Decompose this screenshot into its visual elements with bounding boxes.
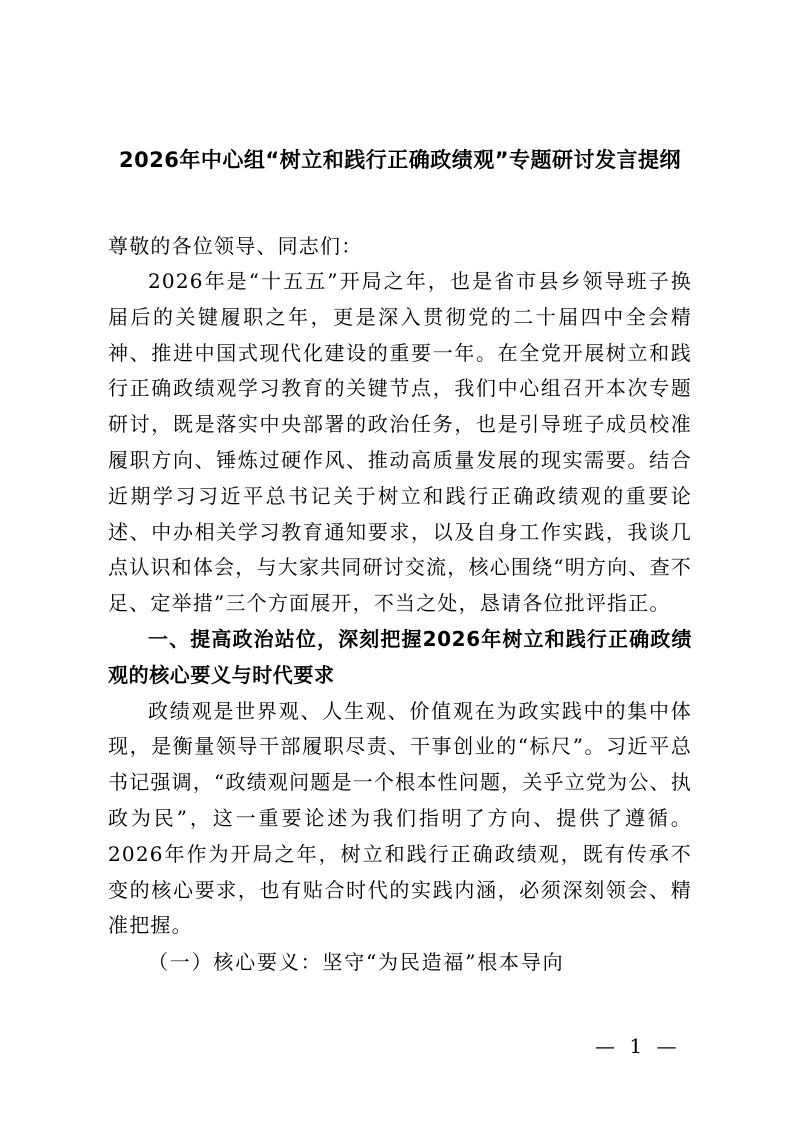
document-title: 2026年中心组“树立和践行正确政绩观”专题研讨发言提纲 — [118, 148, 682, 172]
section-1-heading: 一、提高政治站位，深刻把握2026年树立和践行正确政绩观的核心要义与时代要求 — [108, 626, 692, 687]
salutation: 尊敬的各位领导、同志们： — [108, 234, 363, 258]
section-1-paragraph: 政绩观是世界观、人生观、价值观在为政实践中的集中体现，是衡量领导干部履职尽责、干事创业的“标尺”。习近平总书记强调，“政绩观问题是一个根本性问题，关乎立党为公、执政为民”，这一重要论述为我们指明了方向、提供了遵循。2026年作为开局之年，树立和践行正确政绩观，既有传承不变的核心要求，也有贴合时代的实践内涵，必须深刻领会、精准把握。 — [108, 698, 692, 938]
subsection-1-heading: （一）核心要义：坚守“为民造福”根本导向 — [148, 950, 565, 975]
page-number: — 1 — — [595, 1034, 681, 1058]
intro-paragraph: 2026年是“十五五”开局之年，也是省市县乡领导班子换届后的关键履职之年，更是深入贯彻党的二十届四中全会精神、推进中国式现代化建设的重要一年。在全党开展树立和践行正确政绩观学习教育的关键节点，我们中心组召开本次专题研讨，既是落实中央部署的政治任务，也是引导班子成员校准履职方向、锤炼过硬作风、推动高质量发展的现实需要。结合近期学习习近平总书记关于树立和践行正确政绩观的重要论述、中办相关学习教育通知要求，以及自身工作实践，我谈几点认识和体会，与大家共同研讨交流，核心围绕“明方向、查不足、定举措”三个方面展开，不当之处，恳请各位批评指正。 — [108, 269, 692, 616]
document-body — [108, 142, 692, 980]
